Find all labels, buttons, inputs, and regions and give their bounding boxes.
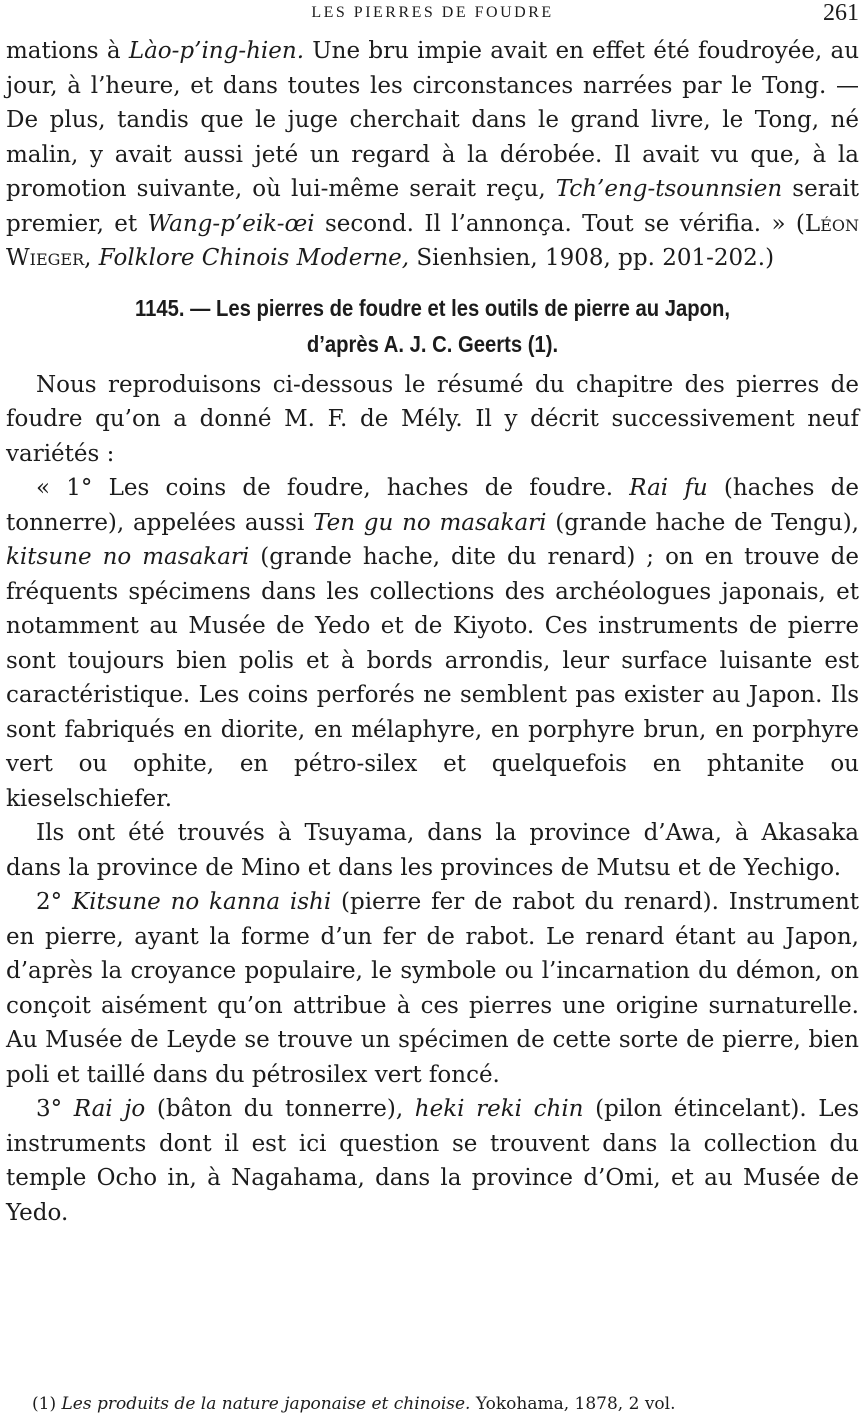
page-number: 261: [823, 0, 859, 26]
paragraph-locations: Ils ont été trouvés à Tsuyama, dans la province d’Awa, à Akasaka dans la province de Mino et dans les provinces de Mutsu et de Yechigo.: [6, 820, 859, 881]
body-text: [6, 34, 859, 1230]
running-title: LES PIERRES DE FOUDRE: [311, 4, 554, 21]
continuation-paragraph: mations à Lào-p’ing-hien. Une bru impie avait en effet été foudroyée, au jour, à l’heure, et dans toutes les circonstances narrées par le Tong. — De plus, tandis que le juge cherchait dans le grand livre, le Tong, né malin, y avait aussi jeté un regard à la dérobée. Il avait vu que, à la promotion suivante, où lui-même serait reçu, Tch’eng-tsounnsien serait premier, et Wang-p’eik-œi second. Il l’annonça. Tout se vérifia. » (Léon Wieger, Folklore Chinois Moderne, Sienhsien, 1908, pp. 201-202.): [6, 38, 860, 271]
page-header: [6, 0, 859, 34]
section-heading-line1: 1145. — Les pierres de foudre et les outils de pierre au Japon,: [134, 294, 731, 321]
paragraph-variety-2: 2° Kitsune no kanna ishi (pierre fer de rabot du renard). Instrument en pierre, ayant la forme d’un fer de rabot. Le renard étant au Japon, d’après la croyance populaire, le symbole ou l’incarnation du démon, on conçoit aisément qu’on attribue à ces pierres une origine surnaturelle. Au Musée de Leyde se trouve un spécimen de cette sorte de pierre, bien poli et taillé dans du pétrosilex vert foncé.: [6, 889, 859, 1088]
page: [6, 0, 859, 1230]
cited-author: Léon Wieger: [6, 210, 859, 271]
intro-paragraph: Nous reproduisons ci-dessous le résumé du chapitre des pierres de foudre qu’on a donné M. F. de Mély. Il y décrit successivement neuf variétés :: [6, 371, 859, 467]
paragraph-variety-1: « 1° Les coins de foudre, haches de foudre. Rai fu (haches de tonnerre), appelées aussi Ten gu no masakari (grande hache de Tengu), kitsune no masakari (grande hache, dite du renard) ; on en trouve de fréquents spécimens dans les collections des archéologues japonais, et notamment au Musée de Yedo et de Kiyoto. Ces instruments de pierre sont toujours bien polis et à bords arrondis, leur surface luisante est caractéristique. Les coins perforés ne semblent pas exister au Japon. Ils sont fabriqués en diorite, en mélaphyre, en porphyre brun, en porphyre vert ou ophite, en pétro-silex et quelquefois en phtanite ou kieselschiefer.: [6, 475, 860, 812]
footnote: (1) Les produits de la nature japonaise et chinoise. Yokohama, 1878, 2 vol.: [32, 1394, 676, 1414]
paragraph-variety-3: 3° Rai jo (bâton du tonnerre), heki reki chin (pilon étincelant). Les instruments dont il est ici question se trouvent dans la collection du temple Ocho in, à Nagahama, dans la province d’Omi, et au Musée de Yedo.: [6, 1096, 859, 1226]
section-heading: [57, 290, 808, 362]
section-heading-line2: d’après A. J. C. Geerts (1).: [306, 330, 559, 357]
